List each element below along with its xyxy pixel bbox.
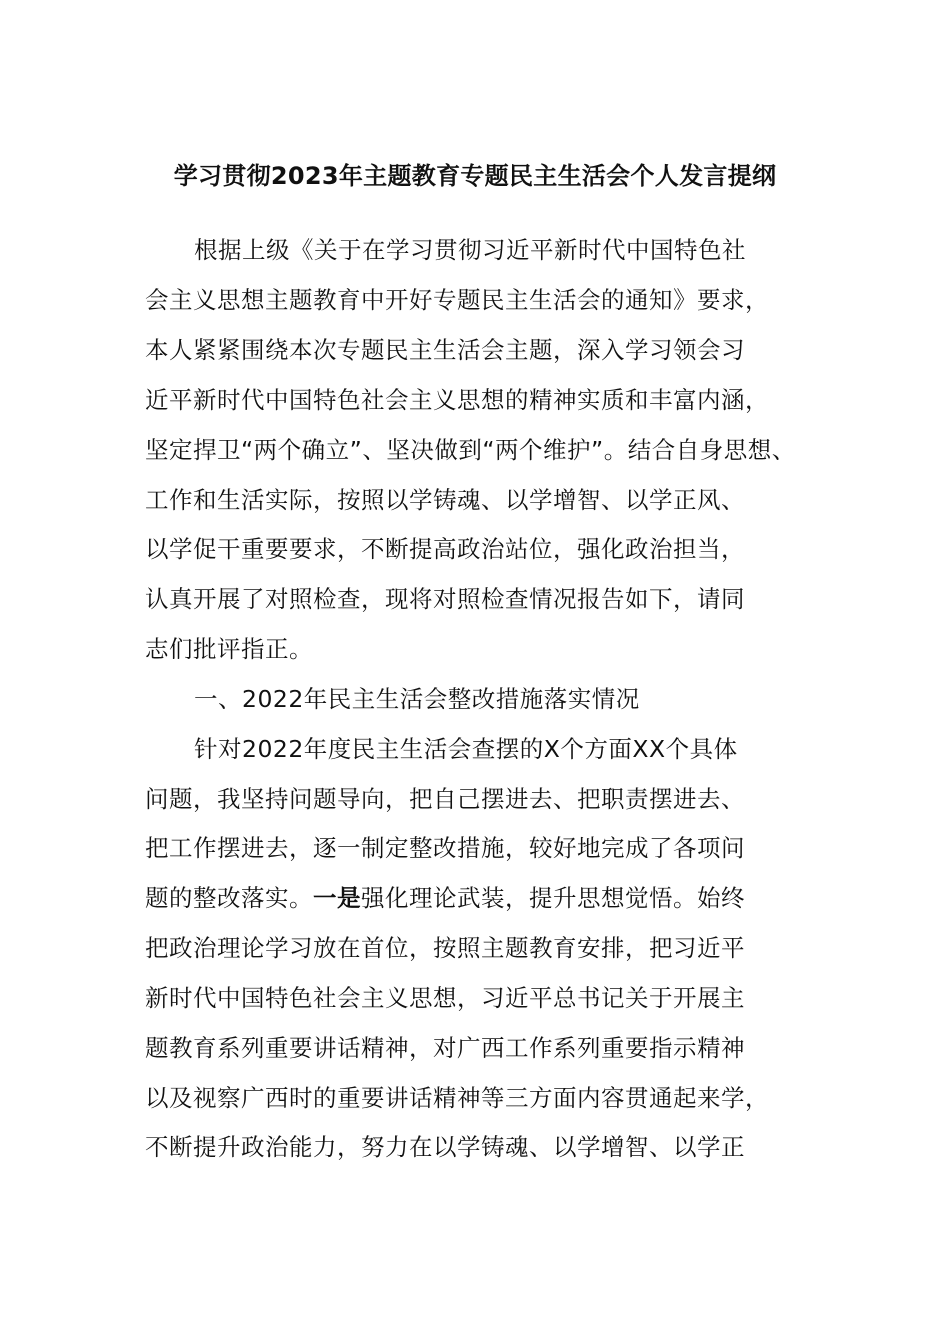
section-heading: 一、2022年民主生活会整改措施落实情况	[194, 685, 640, 713]
paragraph-text: 强化理论武装，提升思想觉悟。始终	[361, 884, 745, 912]
paragraph-line: 会主义思想主题教育中开好专题民主生活会的通知》要求，	[145, 286, 769, 314]
paragraph-line: 以及视察广西时的重要讲话精神等三方面内容贯通起来学，	[145, 1084, 769, 1112]
paragraph-line: 坚定捍卫“两个确立”、坚决做到“两个维护”。结合自身思想、	[145, 436, 796, 464]
paragraph-line: 工作和生活实际，按照以学铸魂、以学增智、以学正风、	[145, 486, 745, 514]
document-title: 学习贯彻2023年主题教育专题民主生活会个人发言提纲	[173, 162, 777, 190]
paragraph-line: 题教育系列重要讲话精神，对广西工作系列重要指示精神	[145, 1034, 745, 1062]
paragraph-line: 新时代中国特色社会主义思想，习近平总书记关于开展主	[145, 984, 745, 1012]
bold-lead-text: 一是	[313, 884, 361, 912]
paragraph-line: 根据上级《关于在学习贯彻习近平新时代中国特色社	[194, 236, 746, 264]
paragraph-line: 近平新时代中国特色社会主义思想的精神实质和丰富内涵，	[145, 386, 769, 414]
paragraph-line: 不断提升政治能力，努力在以学铸魂、以学增智、以学正	[145, 1133, 745, 1161]
paragraph-line	[145, 881, 745, 915]
paragraph-line: 问题，我坚持问题导向，把自己摆进去、把职责摆进去、	[145, 785, 745, 813]
paragraph-line: 认真开展了对照检查，现将对照检查情况报告如下，请同	[145, 585, 745, 613]
paragraph-line: 针对2022年度民主生活会查摆的X个方面XX个具体	[194, 735, 738, 763]
paragraph-text: 题的整改落实。	[145, 884, 313, 912]
paragraph-line: 把工作摆进去，逐一制定整改措施，较好地完成了各项问	[145, 834, 745, 862]
paragraph-line: 志们批评指正。	[145, 635, 313, 663]
paragraph-line: 以学促干重要要求，不断提高政治站位，强化政治担当，	[145, 535, 745, 563]
paragraph-line: 本人紧紧围绕本次专题民主生活会主题，深入学习领会习	[145, 336, 745, 364]
paragraph-line: 把政治理论学习放在首位，按照主题教育安排，把习近平	[145, 934, 745, 962]
